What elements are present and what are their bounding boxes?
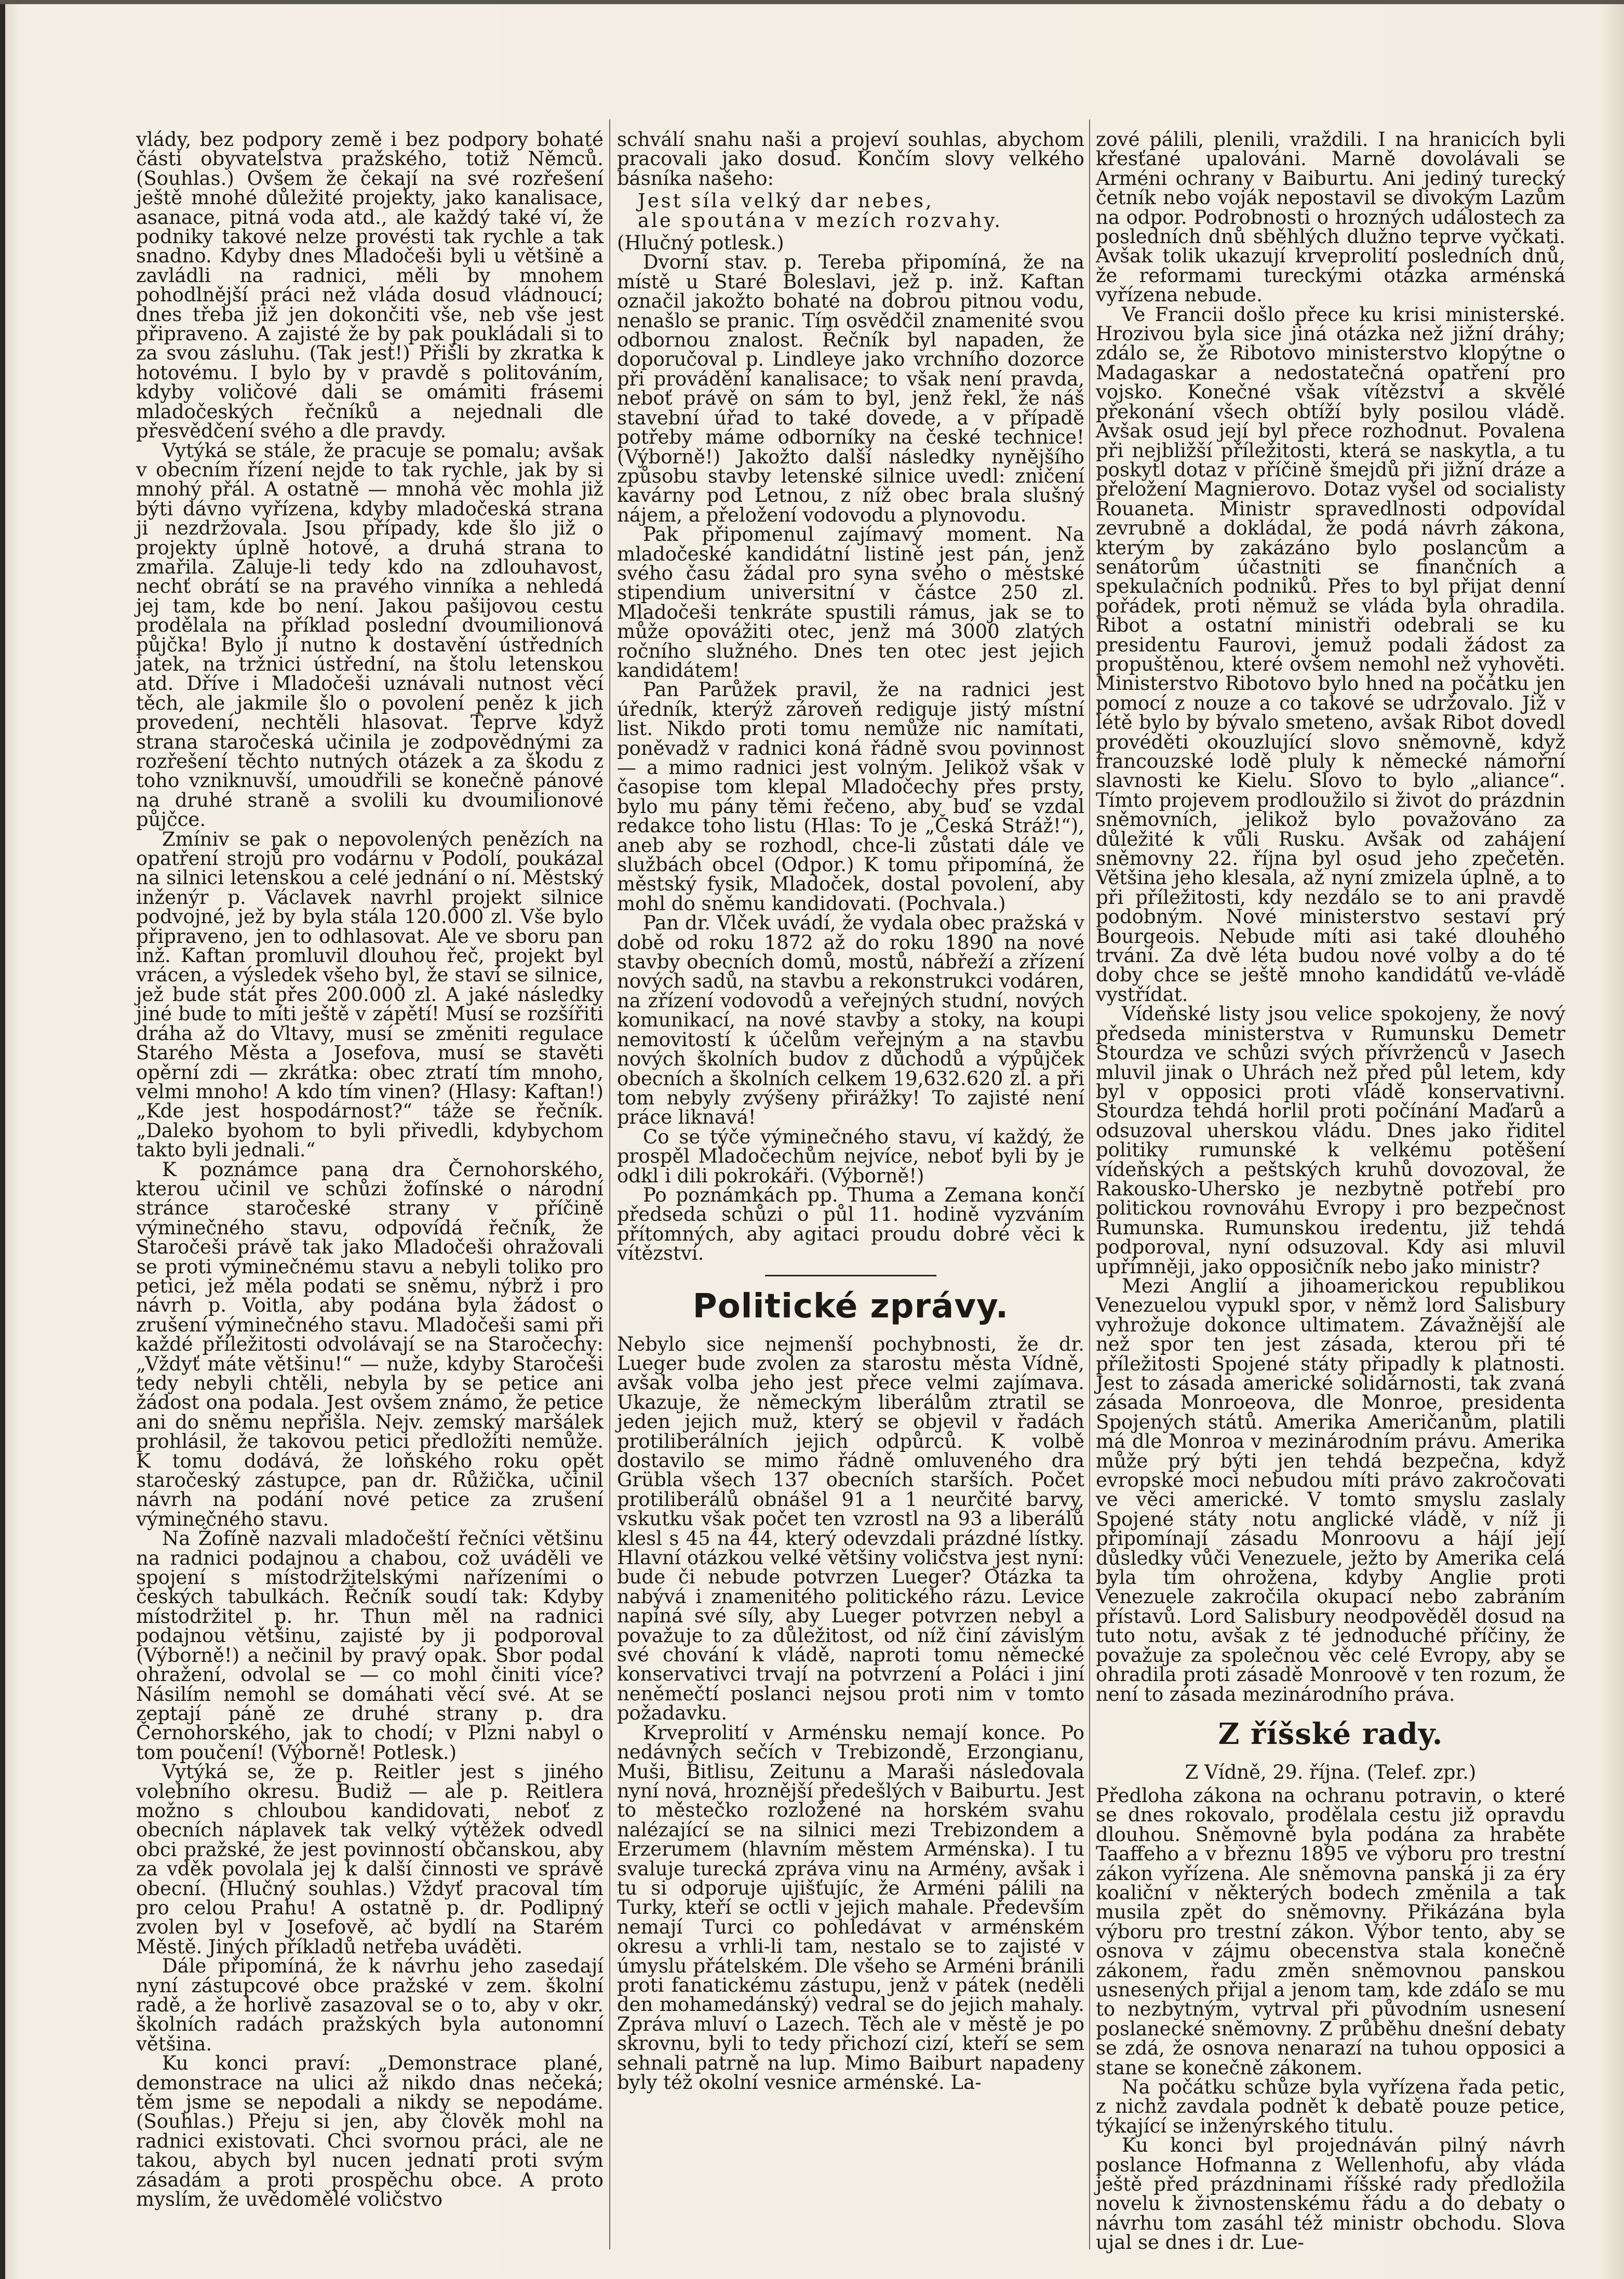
- column-1: [136, 130, 603, 2234]
- paragraph: Vytýká se stále, že pracuje se pomalu; avšak v obecním řízení nejde to tak rychle, jak by si mnohý přál. A ostatně — mnohá věc mohla již býti dávno vyřízena, kdyby mladočeská strana ji nezdržovala. Jsou případy, kde šlo již o projekty úplně hotové, a druhá strana to zmařila. Zaluje-li tedy kdo na zdlouhavost, nechť obrátí se na pravého vinníka a nehledá jej tam, kde bo není. Jakou pašijovou cestu prodělala na příklad poslední dvoumilionová půjčka! Bylo jí nutno k dostavění ústředních jatek, na tržnici ústřední, na štolu letenskou atd. Dříve i Mladočeši uznávali nutnost věcí těch, ale jakmile šlo o povolení peněz k jich provedení, nechtěli hlasovat. Teprve když strana staročeská učinila je zodpovědnými za rozřešení těchto nutných otázek a za škodu z toho vzniknuvší, umoudřili se konečně pánové na druhé straně a svolili ku dvoumilionové půjčce.: [136, 439, 603, 831]
- section-heading-reichsrat: Z říšské rady.: [1218, 1716, 1443, 1751]
- scan-edge-top: [0, 0, 1624, 4]
- paragraph: K poznámce pana dra Černohorského, kterou učinil ve schůzi žofínské o národní stránce staročeské strany v příčině výminečného stavu, odpovídá řečník, že Staročeši právě tak jako Mladočeši ohražovali se proti výminečnému stavu a nebyli toliko pro petici, jež měla podati se sněmu, nýbrž i pro návrh p. Voitla, aby podána byla žádost o zrušení výminečného stavu. Mladočeši sami při každé příležitosti odvolávají se na Staročechy: „Vždyť máte většinu!“ — nuže, kdyby Staročeši tedy nebyli chtěli, nebyla by se petice ani žádost ona podala. Jest ovšem známo, že petice ani do sněmu nepřišla. Nejv. zemský maršálek prohlásil, že takovou petici předložiti nemůže. K tomu dodává, že loňského roku opět staročeský zástupce, pan dr. Růžička, učinil návrh na podání nové petice za zrušení výminečného stavu.: [136, 1158, 603, 1530]
- column-3: [1096, 128, 1565, 2254]
- poem-line: ale spoutána v mezích rozvahy.: [638, 209, 1003, 232]
- paragraph: Co se týče výminečného stavu, ví každý, že prospěl Mladočechům nejvíce, neboť byli by je odkl i dili pokrokáři. (Výborně!): [617, 1125, 1084, 1187]
- paragraph: Zmíniv se pak o nepovolených penězích na opatření strojů pro vodárnu v Podolí, poukázal na silnici letenskou a celé jednání o ní. Městský inženýr p. Václavek navrhl projekt silnice podvojné, jež by byla stála 120.000 zl. Vše bylo připraveno, jen to odhlasovat. Ale ve sboru pan inž. Kaftan promluvil dlouhou řeč, projekt byl vrácen, a výsledek všeho byl, že staví se silnice, jež bude stát přes 200.000 zl. A jaké následky jiné bude to míti ještě v zápětí! Musí se rozšířiti dráha až do Vltavy, musí se změniti regulace Starého Města a Josefova, musí se stavěti opěrní zdi — zkrátka: obec ztratí tím mnoho, velmi mnoho! A kdo tím vinen? (Hlasy: Kaftan!) „Kde jest hospodárnost?“ táže se řečník. „Daleko byohom to byli přivedli, kdybychom takto byli jednali.“: [136, 828, 603, 1162]
- paragraph: Předloha zákona na ochranu potravin, o které se dnes rokovalo, prodělala cestu již opravdu dlouhou. Sněmovně byla podána za hraběte Taaffeho a v březnu 1895 ve výboru pro trestní zákon vyřízena. Ale sněmovna panská ji za éry koaliční v některých bodech změnila a tak musila zpět do sněmovny. Přikázána byla výboru pro trestní zákon. Výbor tento, aby se osnova v zájmu obecenstva stala konečně zákonem, řadu změn sněmovnou panskou usnesených přijal a jenom tam, kde zdálo se mu to nezbytným, vytrval při původním usnesení poslanecké sněmovny. Z průběhu dnešní debaty se zdá, že osnova nenarazí na tuhou opposici a stane se konečně zákonem.: [1096, 1784, 1565, 2079]
- paragraph: vlády, bez podpory země i bez podpory bohaté části obyvatelstva pražského, totiž Němců. (Souhlas.) Ovšem že čekají na své rozřešení ještě mnohé důležité projekty, jako kanalisace, asanace, pitná voda atd., ale každý také ví, že podniky takové nelze provésti tak rychle a tak snadno. Kdyby dnes Mladočeši byli u většině a zavládli na radnici, měli by mnohem pohodlnější práci než vláda dosud vládnoucí; dnes třeba již jen dokončiti vše, neb vše jest připraveno. A zajisté že by pak poukládali si to za svou zásluhu. (Tak jest!) Přišli by zkratka k hotovému. I bylo by v pravdě s politováním, kdyby voličové dali se omámiti frásemi mladočeských řečníků a nejednali dle přesvědčení svého a dle pravdy.: [136, 128, 603, 443]
- column-separator: [1089, 119, 1090, 2249]
- column-2: [617, 130, 1084, 2234]
- paragraph: Vídeňské listy jsou velice spokojeny, že nový předseda ministerstva v Rumunsku Demetr Stourdza ve schůzi svých přívrženců v Jasech mluvil jinak o Uhrách než před půl letem, kdy byl v opposici proti vládě konservativní. Stourdza tehdá horlil proti počínání Maďarů a odsuzoval uherskou vládu. Dnes jako řiditel politiky rumunské k velkému potěšení vídeňských a peštských kruhů dovozoval, že Rakousko-Uhersko je nezbytně potřebí pro politickou rovnováhu Evropy i pro bezpečnost Rumunska. Rumunskou iredentu, již tehdá podporoval, nyní odsuzoval. Kdy asi mluvil upřímněji, jako opposičník nebo jako ministr?: [1096, 1003, 1565, 1278]
- paragraph: Po poznámkách pp. Thuma a Zemana končí předseda schůzi o půl 11. hodině vyzváním přítomných, aby agitaci proudu dobré věci k vítězství.: [617, 1183, 1084, 1265]
- poem-line: Jest síla velký dar nebes,: [638, 190, 934, 212]
- column-separator: [609, 119, 610, 2249]
- section-heading-politics: Politické zprávy.: [692, 1287, 1009, 1326]
- paragraph: Pan Parůžek pravil, že na radnici jest úředník, kterýž zároveň rediguje jistý místní list. Nikdo proti tomu nemůže nic namítati, poněvadž v radnici koná řádně svou povinnost — a mimo radnici jest volným. Jelikož však v časopise tom klepal Mladočechy přes prsty, bylo mu pány těmi řečeno, aby buď se vzdal redakce toho listu (Hlas: To je „Česká Stráž!“), aneb aby se rozhodl, chce-li zůstati dále ve službách obcel (Odpor.) K tomu připomíná, že městský fysik, Mladoček, dostal povolení, aby mohl do sněmu kandidovati. (Pochvala.): [617, 678, 1084, 915]
- paragraph: Na Žofíně nazvali mladočeští řečníci většinu na radnici podajnou a chabou, což uváděli ve spojení s místodržitelskými nařízeními o českých tabulkách. Řečník soudí tak: Kdyby místodržitel p. hr. Thun měl na radnici podajnou většinu, zajisté by ji podporoval (Výborně!) a nečinil by pravý opak. Sbor podal ohražení, odvolal se — co mohl činiti více? Násilím nemohl se domáhati věcí své. At se zeptají páně ze druhé strany p. dra Černohorského, jak to chodí; v Plzni nabyl o tom poučení! (Výborně! Potlesk.): [136, 1527, 603, 1764]
- paragraph: Ve Francii došlo přece ku krisi ministerské. Hrozivou byla sice jiná otázka než jižní dráhy; zdálo se, že Ribotovo ministerstvo klopýtne o Madagaskar a nedostatečná opatření pro vojsko. Konečné však vítězství a skvělé překonání všech obtíží byly posilou vládě. Avšak osud její byl přece rozhodnut. Povalena při nejbližší příležitosti, která se naskytla, a tu poskytl dotaz v příčině šmejdů při jižní dráze a přeložení Magnierovo. Dotaz vyšel od socialisty Rouaneta. Ministr spravedlnosti odpovídal zevrubně a dokládal, že podá návrh zákona, kterým by zakázáno bylo poslancům a senátorům účastniti se finančních a spekulačních podniků. Přes to byl přijat denní pořádek, proti němuž se vláda byla ohradila. Ribot a ostatní ministři odebrali se ku presidentu Faurovi, jemuž podali žádost za propuštěnou, které ovšem nemohl než vyhověti. Ministerstvo Ribotovo bylo hned na počátku jen pomocí z nouze a co takové se udržovalo. Již v létě bylo by bývalo smeteno, avšak Ribot dovedl provéděti okouzlující slovo sněmovně, když francouzské lodě pluly k německé námořní slavnosti ke Kielu. Slovo to bylo „aliance“. Tímto projevem prodloužilo si život do prázdnin sněmovních, jelikož bylo považováno za důležité k vůli Rusku. Avšak od zahájení sněmovny 22. října byl osud jeho zpečetěn. Většina jeho klesala, až nyní zmizela úplně, a to při příležitosti, kdy nezdálo se to ani pravdě podobným. Nové ministerstvo sestaví prý Bourgeois. Nebude míti asi také dlouhého trvání. Za dvě léta budou nové volby a do té doby chce se ještě mnoho kandidátů ve-vládě vystřídat.: [1096, 303, 1565, 1006]
- paragraph: Pak připomenul zajímavý moment. Na mladočeské kandidátní listině jest pán, jenž svého času žádal pro syna svého o městské stipendium universitní v částce 250 zl. Mladočeši tenkráte spustili rámus, jak se to může opovážiti otec, jenž má 3000 zlatých ročního služného. Dnes ten otec jest jejich kandidátem!: [617, 523, 1084, 682]
- scan-edge-left: [0, 0, 5, 2279]
- paragraph: schválí snahu naši a projeví souhlas, abychom pracovali jako dosud. Končím slovy velkého básníka našeho:: [617, 128, 1084, 190]
- paragraph: Ku konci praví: „Demonstrace plané, demonstrace na ulici až nikdo dnas nečeká; těm jsme se nepodali a nikdy se nepodáme. (Souhlas.) Přeju si jen, aby člověk mohl na radnici existovati. Chci svornou práci, ale ne takou, abych byl nucen jednati proti svým zásadám a proti prospěchu obce. A proto myslím, že uvědomělé voličstvo: [136, 2052, 603, 2211]
- applause-note: (Hlučný potlesk.): [617, 232, 784, 255]
- paragraph: Mezi Anglií a jihoamerickou republikou Venezuelou vypukl spor, v němž lord Salisbury vyhrožuje dokonce ultimatem. Závažnější ale než spor ten jest zásada, kterou při té příležitosti Spojené státy připadly k platnosti. Jest to zásada americké solidárnosti, tak zvaná zásada Monroeova, dle Monroe, presidenta Spojených států. Amerika Američanům, platili má dle Monroa v mezinárodním právu. Amerika může prý býti jen tehdá bezpečna, když evropské moci nebudou míti právo zakročovati ve věci americké. V tomto smyslu zaslaly Spojené státy notu anglické vládě, v níž ji připomínají zásadu Monroovu a hájí její důsledky vůči Venezuele, ježto by Amerika celá byla tím ohrožena, kdyby Anglie proti Venezuele zakročila okupací nebo zabráním přístavů. Lord Salisbury neodpověděl dosud na tuto notu, avšak z té jednoduché příčiny, že považuje za společnou věc celé Evropy, aby se ohradila proti zásadě Monroově v ten rozum, že není to zásada mezinárodního práva.: [1096, 1274, 1565, 1705]
- paragraph: Pan dr. Vlček uvádí, že vydala obec pražská v době od roku 1872 až do roku 1890 na nové stavby obecních domů, mostů, nábřeží a zřízení nových sadů, na stavbu a rekonstrukci vodáren, na zřízení vodovodů a veřejných studní, nových komunikací, na nové stavby a stoky, na koupi nemovitostí k účelům veřejným a na stavbu nových školních budov z důchodů a výpůjček obecních a školních celkem 19,632.620 zl. a při tom nebyly zvýšeny přirážky! To zajisté není práce liknavá!: [617, 912, 1084, 1129]
- paragraph: Na počátku schůze byla vyřízena řada petic, z nichž zavdala podnět k debatě pouze petice, týkající se inženýrského titulu.: [1096, 2076, 1565, 2137]
- paragraph: Vytýká se, že p. Reitler jest s jiného volebního okresu. Budiž — ale p. Reitlera možno s chloubou kandidovati, neboť z obecních náplavek tak velký výtěžek odvedl obci pražské, že jest povinností občanskou, aby za vděk povolala jej k další činnosti ve správě obecní. (Hlučný souhlas.) Vždyť pracoval tím pro celou Prahu! A ostatně p. dr. Podlipný zvolen byl v Josefově, ač bydlí na Starém Městě. Jiných příkladů netřeba uváděti.: [136, 1761, 603, 1958]
- section-rule: [765, 1275, 936, 1276]
- dateline: Z Vídně, 29. října. (Telef. zpr.): [1185, 1761, 1477, 1783]
- paragraph: Dále připomíná, že k návrhu jeho zasedají nyní zástupcové obce pražské v zem. školní radě, a že horlivě zasazoval se o to, aby v okr. školních radách pražských byla autonomní většina.: [136, 1955, 603, 2055]
- paragraph: Krveprolití v Arménsku nemají konce. Po nedávných sečích v Trebizondě, Erzongianu, Muši, Bitlisu, Zeitunu a Maraši následovala nyní nová, hroznější předešlých v Baiburtu. Jest to městečko rozložené na horském svahu nalézající se na silnici mezi Trebizondem a Erzerumem (hlavním městem Arménska). I tu svaluje turecká zpráva vinu na Armény, avšak i tu si odporuje ujišťujíc, že Arméni pálili na Turky, kteří se octli v jejich mahale. Především nemají Turci co pohledávat v arménském okresu a vrhli-li tam, nestalo se to zajisté v úmyslu přátelském. Dle všeho se Arméni bránili proti fanatickému zástupu, jenž v pátek (neděli den mohamedánský) vedral se do jejich mahaly. Zpráva mluví o Lazech. Těch ale v městě je po skrovnu, byli to tedy přichozí cizí, kteří se sem sehnali patrně na lup. Mimo Baiburt napadeny byly též okolní vesnice arménské. La-: [617, 1721, 1084, 2094]
- poem-quote: [638, 191, 1084, 230]
- paragraph: Dvorní stav. p. Tereba připomíná, že na místě u Staré Boleslavi, jež p. inž. Kaftan označil jakožto bohaté na dobrou pitnou vodu, nenašlo se pranic. Tím osvědčil znamenité svou odbornou znalost. Řečník byl napaden, že doporučoval p. Lindleye jako vrchního dozorce při provádění kanalisace; to však není pravda, neboť právě on sám to byl, jenž řekl, že náš stavební úřad to také dovede, a v případě potřeby máme odborníky na české technice! (Výborně!) Jakožto další následky nynějšího způsobu stavby letenské silnice uvedl: zničení kavárny pod Letnou, z níž obec brala slušný nájem, a přeložení vodovodu a plynovodu.: [617, 251, 1084, 526]
- paragraph: Nebylo sice nejmenší pochybnosti, že dr. Lueger bude zvolen za starostu města Vídně, avšak volba jeho jest přece velmi zajímava. Ukazuje, že německým liberálům ztratil se jeden jejich muž, který se objevil v řadách protiliberálních jejich odpůrců. K volbě dostavilo se mimo řádně omluveného dra Grübla všech 137 obecních starších. Počet protiliberálů obnášel 91 a 1 neurčité barvy, vskutku však počet ten vzrostl na 93 a liberálů klesl s 45 na 44, který odevzdali prázdné lístky. Hlavní otázkou velké většiny voličstva jest nyní: bude či nebude potvrzen Lueger? Otázka ta nabývá i znamenitého politického rázu. Levice napíná své síly, aby Lueger potvrzen nebyl a považuje to za důležitost, od níž činí závislým své chování k vládě, naproti tomu německé konservativci trvají na potvrzení a Poláci i jiní neněmečtí poslanci nejsou proti nim v tomto požadavku.: [617, 1332, 1084, 1725]
- paragraph: Ku konci byl projednáván pilný návrh poslance Hofmanna z Wellenhofu, aby vláda ještě před prázdninami říšské rady předložila novelu k živnostenskému řádu a do debaty o návrhu tom zasáhl též ministr obchodu. Slova ujal se dnes i dr. Lue-: [1096, 2134, 1565, 2254]
- paragraph: zové pálili, plenili, vraždili. I na hranicích byli křesťané upalováni. Marně dovolávali se Arméni ochrany v Baiburtu. Ani jediný turecký četník nebo voják nepostavil se divokým Lazům na odpor. Podrobnosti o hrozných událostech za posledních dnů sběhlých dlužno teprve vyčkati. Avšak tolik ukazují krveprolití posledních dnů, že reformami tureckými otázka arménská vyřízena nebude.: [1096, 128, 1565, 306]
